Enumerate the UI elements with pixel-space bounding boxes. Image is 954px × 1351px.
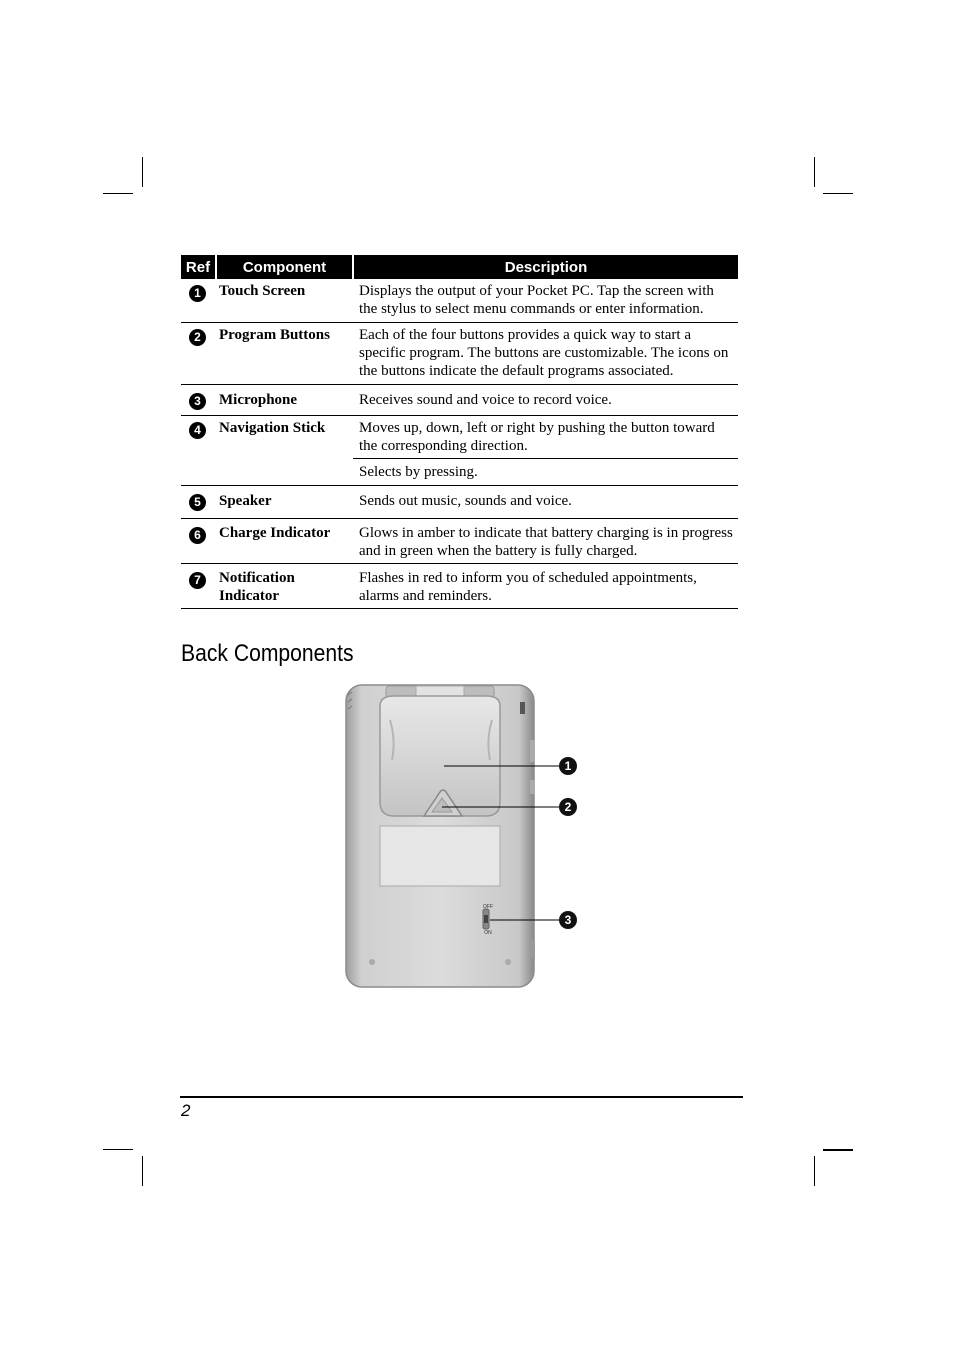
crop-mark	[823, 1149, 853, 1151]
header-component: Component	[216, 255, 353, 279]
ref-number: 2	[189, 329, 206, 346]
callout-3: 3	[559, 911, 577, 929]
component-description: Displays the output of your Pocket PC. Tap the screen with the stylus to select menu commands or enter information.	[353, 279, 738, 323]
callout-1: 1	[559, 757, 577, 775]
header-ref: Ref	[181, 255, 216, 279]
table-row	[181, 279, 738, 323]
component-description: Each of the four buttons provides a quick way to start a specific program. The buttons are customizable. The icons on the buttons indicate the default programs associated.	[353, 323, 738, 385]
component-description: Receives sound and voice to record voice.	[353, 385, 738, 416]
component-description: Sends out music, sounds and voice.	[353, 486, 738, 519]
component-description: Moves up, down, left or right by pushing the button toward the corresponding direction.	[353, 416, 738, 459]
table-row	[181, 564, 738, 609]
switch-off-label: OFF	[483, 904, 493, 910]
component-name: Program Buttons	[216, 323, 353, 385]
crop-mark	[814, 157, 815, 187]
ref-number: 1	[189, 285, 206, 302]
component-description: Glows in amber to indicate that battery charging is in progress and in green when the battery is fully charged.	[353, 519, 738, 564]
page-number: 2	[181, 1101, 191, 1120]
component-description: Flashes in red to inform you of scheduled appointments, alarms and reminders.	[353, 564, 738, 609]
crop-mark	[103, 1149, 133, 1150]
ref-number: 6	[189, 527, 206, 544]
table-row	[181, 416, 738, 459]
component-name: Navigation Stick	[216, 416, 353, 486]
device-back-figure	[340, 680, 600, 992]
crop-mark	[823, 193, 853, 194]
callout-2: 2	[559, 798, 577, 816]
component-name: Notification Indicator	[216, 564, 353, 609]
table-row	[181, 323, 738, 385]
section-heading: Back Components	[181, 640, 354, 667]
crop-mark	[142, 1156, 143, 1186]
ref-number: 7	[189, 572, 206, 589]
crop-mark	[142, 157, 143, 187]
footer-rule	[180, 1096, 743, 1098]
header-description: Description	[353, 255, 738, 279]
table-header-row	[181, 255, 738, 279]
component-name: Charge Indicator	[216, 519, 353, 564]
table-row	[181, 385, 738, 416]
component-name: Speaker	[216, 486, 353, 519]
component-name: Touch Screen	[216, 279, 353, 323]
table-row	[181, 519, 738, 564]
component-description-secondary: Selects by pressing.	[353, 459, 738, 486]
crop-mark	[814, 1156, 815, 1186]
component-name: Microphone	[216, 385, 353, 416]
ref-number: 3	[189, 393, 206, 410]
device-back-illustration	[340, 680, 600, 992]
crop-mark	[103, 193, 133, 194]
components-table	[181, 255, 738, 609]
switch-on-label: ON	[484, 930, 492, 936]
ref-number: 4	[189, 422, 206, 439]
table-row	[181, 486, 738, 519]
ref-number: 5	[189, 494, 206, 511]
